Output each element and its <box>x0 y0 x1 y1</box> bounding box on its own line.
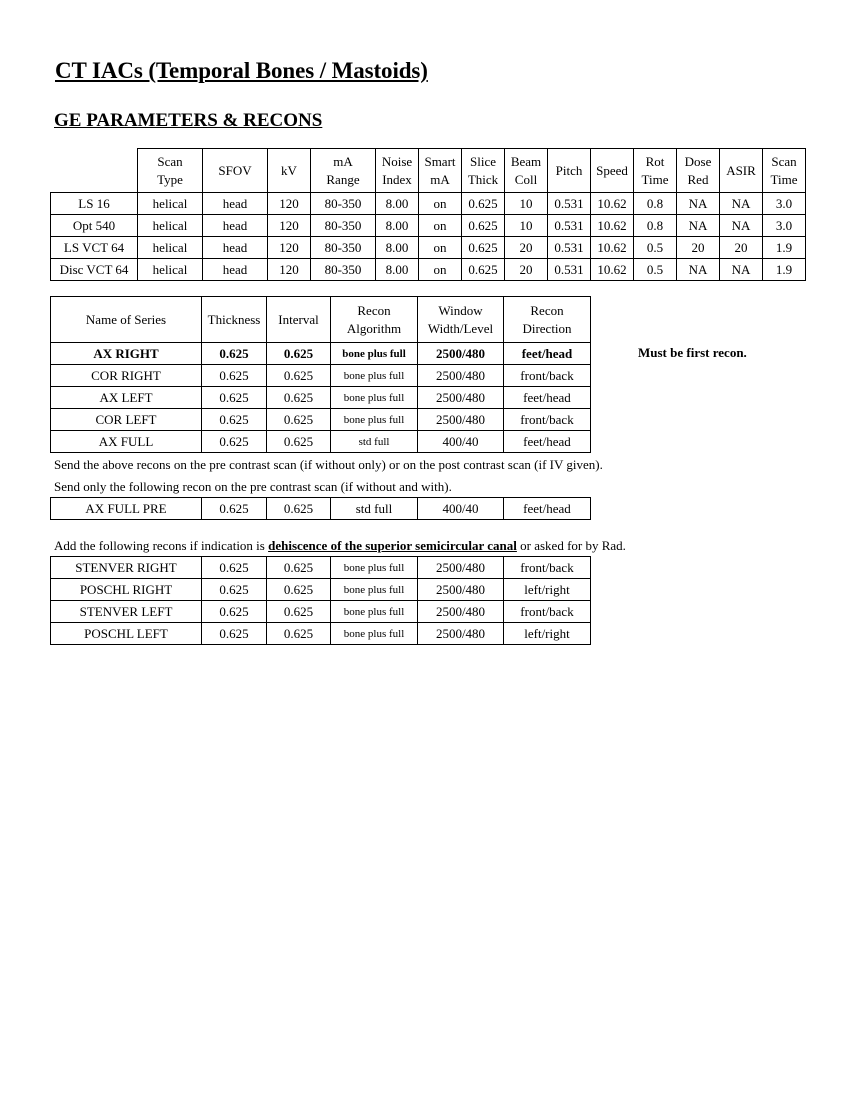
column-header-text: Direction <box>522 320 572 336</box>
column-header-text: Coll <box>514 171 538 187</box>
column-header <box>418 297 504 343</box>
column-header-text: Rot <box>645 153 665 169</box>
table-cell: 1.9 <box>763 259 806 281</box>
additional-recons-text-after: or asked for by Rad. <box>516 538 626 553</box>
column-header <box>268 149 311 193</box>
add-body <box>51 557 591 645</box>
additional-recon-table <box>50 556 591 645</box>
table-row <box>51 557 591 579</box>
table-cell: 2500/480 <box>418 409 504 431</box>
row-label-cell: LS VCT 64 <box>51 237 138 259</box>
table-cell: bone plus full <box>331 409 418 431</box>
table-cell: 8.00 <box>376 259 419 281</box>
params-header-blank <box>51 149 138 193</box>
table-cell: on <box>419 215 462 237</box>
table-cell: bone plus full <box>331 365 418 387</box>
table-cell: 10.62 <box>591 215 634 237</box>
column-header <box>202 297 267 343</box>
table-cell: 0.625 <box>202 365 267 387</box>
table-cell: 2500/480 <box>418 579 504 601</box>
row-label-cell: COR RIGHT <box>51 365 202 387</box>
table-cell: 8.00 <box>376 237 419 259</box>
column-header-text: Recon <box>357 302 391 318</box>
column-header-text: Type <box>157 171 183 187</box>
row-label-cell: AX FULL PRE <box>51 498 202 520</box>
table-cell: 0.5 <box>634 259 677 281</box>
recon-body <box>51 343 591 453</box>
table-cell: on <box>419 193 462 215</box>
table-cell: bone plus full <box>331 557 418 579</box>
table-row <box>51 365 591 387</box>
table-cell: helical <box>138 193 203 215</box>
table-cell: 2500/480 <box>418 623 504 645</box>
table-cell: bone plus full <box>331 623 418 645</box>
table-cell: 3.0 <box>763 193 806 215</box>
column-header-text: Width/Level <box>427 320 494 336</box>
table-cell: 10.62 <box>591 259 634 281</box>
table-cell: 0.625 <box>267 579 331 601</box>
column-header-text: Index <box>382 171 412 187</box>
column-header <box>504 297 591 343</box>
column-header-text: Thickness <box>207 311 261 327</box>
column-header <box>419 149 462 193</box>
table-cell: on <box>419 237 462 259</box>
column-header <box>331 297 418 343</box>
table-cell: 2500/480 <box>418 387 504 409</box>
column-header-text: Scan <box>157 153 183 169</box>
table-cell: feet/head <box>504 431 591 453</box>
table-cell: 1.9 <box>763 237 806 259</box>
table-cell: 120 <box>268 237 311 259</box>
table-cell: 0.625 <box>462 193 505 215</box>
table-cell: 20 <box>505 259 548 281</box>
table-cell: 8.00 <box>376 193 419 215</box>
row-label-cell: POSCHL RIGHT <box>51 579 202 601</box>
table-cell: 0.625 <box>462 215 505 237</box>
table-cell: 120 <box>268 193 311 215</box>
table-cell: 0.8 <box>634 215 677 237</box>
table-cell: left/right <box>504 579 591 601</box>
column-header-text: Speed <box>596 162 628 178</box>
column-header <box>548 149 591 193</box>
table-row <box>51 343 591 365</box>
table-row <box>51 409 591 431</box>
recon-series-table <box>50 296 591 453</box>
table-cell: 2500/480 <box>418 365 504 387</box>
column-header <box>505 149 548 193</box>
table-cell: 0.625 <box>267 365 331 387</box>
column-header-text: Time <box>770 171 798 187</box>
indication-emphasis: dehiscence of the superior semicircular canal <box>268 538 517 553</box>
table-cell: 0.625 <box>267 387 331 409</box>
table-cell: left/right <box>504 623 591 645</box>
table-cell: NA <box>720 259 763 281</box>
column-header <box>51 297 202 343</box>
table-cell: 2500/480 <box>418 557 504 579</box>
table-cell: bone plus full <box>331 579 418 601</box>
table-cell: bone plus full <box>331 387 418 409</box>
table-cell: 0.531 <box>548 237 591 259</box>
table-cell: 10 <box>505 215 548 237</box>
table-cell: 2500/480 <box>418 601 504 623</box>
column-header-text: Slice <box>470 153 496 169</box>
table-cell: helical <box>138 259 203 281</box>
table-row <box>51 498 591 520</box>
table-cell: 0.625 <box>202 579 267 601</box>
table-cell: 0.625 <box>202 557 267 579</box>
table-cell: front/back <box>504 365 591 387</box>
column-header-text: Pitch <box>555 162 583 178</box>
table-cell: 0.625 <box>267 601 331 623</box>
column-header-text: Algorithm <box>346 320 402 336</box>
row-label-cell: Disc VCT 64 <box>51 259 138 281</box>
table-row <box>51 259 806 281</box>
table-row <box>51 623 591 645</box>
row-label-cell: COR LEFT <box>51 409 202 431</box>
table-cell: 80-350 <box>311 215 376 237</box>
column-header <box>203 149 268 193</box>
table-cell: 0.625 <box>202 623 267 645</box>
table-cell: 10 <box>505 193 548 215</box>
table-cell: head <box>203 237 268 259</box>
column-header-text: Time <box>641 171 669 187</box>
table-cell: 120 <box>268 215 311 237</box>
table-cell: on <box>419 259 462 281</box>
row-label-cell: STENVER LEFT <box>51 601 202 623</box>
column-header <box>462 149 505 193</box>
table-row <box>51 237 806 259</box>
column-header-text: Scan <box>771 153 797 169</box>
table-row <box>51 431 591 453</box>
row-label-cell: AX LEFT <box>51 387 202 409</box>
table-cell: 80-350 <box>311 237 376 259</box>
table-row <box>51 387 591 409</box>
table-row <box>51 601 591 623</box>
column-header-text: Interval <box>278 311 319 327</box>
pre-body <box>51 498 591 520</box>
row-label-cell: STENVER RIGHT <box>51 557 202 579</box>
table-cell: helical <box>138 237 203 259</box>
table-cell: 0.625 <box>267 498 331 520</box>
table-cell: 3.0 <box>763 215 806 237</box>
scanner-parameters-table <box>50 148 806 281</box>
table-cell: feet/head <box>504 343 591 365</box>
table-cell: NA <box>720 193 763 215</box>
table-cell: 0.531 <box>548 193 591 215</box>
column-header-text: Noise <box>381 153 413 169</box>
table-cell: 0.625 <box>202 431 267 453</box>
column-header-text: Recon <box>530 302 564 318</box>
table-cell: 0.625 <box>267 623 331 645</box>
table-cell: std full <box>331 431 418 453</box>
table-cell: front/back <box>504 557 591 579</box>
table-cell: 0.625 <box>267 431 331 453</box>
table-cell: 2500/480 <box>418 343 504 365</box>
table-cell: head <box>203 215 268 237</box>
recon-header-row <box>51 297 591 343</box>
column-header-text: mA <box>430 171 450 187</box>
column-header <box>634 149 677 193</box>
send-instructions-text: Send the above recons on the pre contrast scan (if without only) or on the post contrast scan (if IV given). <box>54 457 603 472</box>
table-cell: 120 <box>268 259 311 281</box>
table-cell: 0.625 <box>202 601 267 623</box>
table-cell: 0.625 <box>267 343 331 365</box>
table-cell: NA <box>677 193 720 215</box>
table-row <box>51 215 806 237</box>
column-header <box>138 149 203 193</box>
first-recon-note: Must be first recon. <box>638 345 747 360</box>
table-cell: 0.625 <box>202 498 267 520</box>
params-body <box>51 193 806 281</box>
table-cell: front/back <box>504 409 591 431</box>
table-cell: NA <box>677 259 720 281</box>
table-cell: 20 <box>720 237 763 259</box>
table-cell: 0.625 <box>202 387 267 409</box>
row-label-cell: AX FULL <box>51 431 202 453</box>
table-cell: 80-350 <box>311 193 376 215</box>
table-cell: 80-350 <box>311 259 376 281</box>
column-header-text: SFOV <box>218 162 252 178</box>
row-label-cell: LS 16 <box>51 193 138 215</box>
column-header <box>376 149 419 193</box>
table-cell: 0.625 <box>202 343 267 365</box>
page-title: CT IACs (Temporal Bones / Mastoids) <box>55 58 428 83</box>
table-row <box>51 579 591 601</box>
table-cell: bone plus full <box>331 343 418 365</box>
table-cell: feet/head <box>504 387 591 409</box>
table-cell: head <box>203 259 268 281</box>
table-cell: 0.5 <box>634 237 677 259</box>
row-label-cell: AX RIGHT <box>51 343 202 365</box>
table-cell: 0.625 <box>267 409 331 431</box>
column-header-text: Range <box>326 171 360 187</box>
column-header <box>763 149 806 193</box>
additional-recons-text <box>54 538 626 554</box>
table-cell: helical <box>138 215 203 237</box>
table-cell: 400/40 <box>418 431 504 453</box>
table-cell: 0.625 <box>202 409 267 431</box>
table-cell: NA <box>677 215 720 237</box>
params-header-row <box>51 149 806 193</box>
table-cell: 0.531 <box>548 215 591 237</box>
column-header-text: Name of Series <box>85 311 167 327</box>
column-header <box>267 297 331 343</box>
table-cell: 0.625 <box>462 259 505 281</box>
table-cell: std full <box>331 498 418 520</box>
table-cell: head <box>203 193 268 215</box>
table-cell: 10.62 <box>591 237 634 259</box>
column-header <box>591 149 634 193</box>
table-cell: 10.62 <box>591 193 634 215</box>
pre-contrast-recon-table <box>50 497 591 520</box>
column-header-text: Red <box>687 171 709 187</box>
column-header-text: Dose <box>684 153 712 169</box>
row-label-cell: Opt 540 <box>51 215 138 237</box>
pre-contrast-instructions-text: Send only the following recon on the pre contrast scan (if without and with). <box>54 479 452 494</box>
column-header-text: Window <box>438 302 483 318</box>
table-row <box>51 193 806 215</box>
column-header-text: mA <box>333 153 353 169</box>
row-label-cell: POSCHL LEFT <box>51 623 202 645</box>
column-header-text: Smart <box>424 153 456 169</box>
column-header <box>677 149 720 193</box>
table-cell: 400/40 <box>418 498 504 520</box>
table-cell: 0.625 <box>267 557 331 579</box>
column-header-text: Beam <box>510 153 542 169</box>
column-header-text: kV <box>281 162 297 178</box>
section-subtitle: GE PARAMETERS & RECONS <box>54 110 323 131</box>
additional-recons-text-before: Add the following recons if indication is <box>54 538 269 553</box>
column-header <box>311 149 376 193</box>
table-cell: 0.531 <box>548 259 591 281</box>
column-header-text: Thick <box>467 171 499 187</box>
table-cell: 8.00 <box>376 215 419 237</box>
table-cell: 0.625 <box>462 237 505 259</box>
table-cell: feet/head <box>504 498 591 520</box>
table-cell: 20 <box>505 237 548 259</box>
table-cell: 0.8 <box>634 193 677 215</box>
column-header <box>720 149 763 193</box>
table-cell: front/back <box>504 601 591 623</box>
table-cell: bone plus full <box>331 601 418 623</box>
column-header-text: ASIR <box>726 162 756 178</box>
table-cell: NA <box>720 215 763 237</box>
table-cell: 20 <box>677 237 720 259</box>
